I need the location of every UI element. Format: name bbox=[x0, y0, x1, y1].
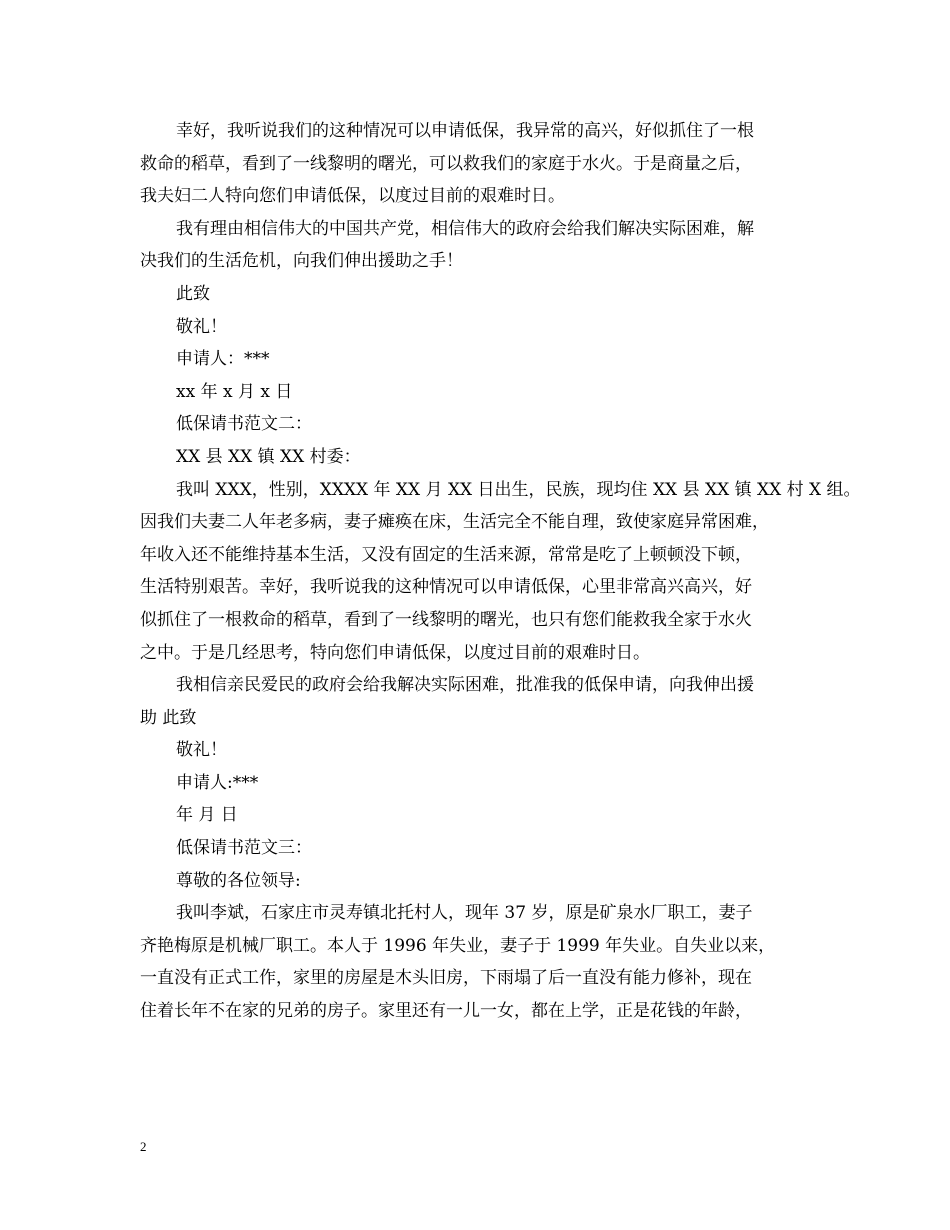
text-line: 住着长年不在家的兄弟的房子。家里还有一儿一女，都在上学，正是花钱的年龄， bbox=[140, 1001, 752, 1022]
text-line: 生活特别艰苦。幸好，我听说我的这种情况可以申请低保，心里非常高兴高兴，好 bbox=[140, 577, 752, 598]
text-line: 我夫妇二人特向您们申请低保，以度过目前的艰难时日。 bbox=[140, 186, 565, 207]
text-line: XX 县 XX 镇 XX 村委： bbox=[176, 446, 361, 467]
text-line: 敬礼！ bbox=[176, 740, 227, 761]
text-line: 敬礼！ bbox=[176, 316, 227, 337]
page-number: 2 bbox=[140, 1139, 147, 1154]
text-line: 此致 bbox=[176, 283, 210, 304]
text-line: xx 年 x 月 x 日 bbox=[176, 381, 293, 402]
text-line: 申请人：*** bbox=[176, 349, 270, 370]
text-line: 齐艳梅原是机械厂职工。本人于 1996 年失业，妻子于 1999 年失业。自失业以来， bbox=[140, 935, 776, 956]
text-line: 低保请书范文三： bbox=[176, 838, 312, 859]
text-line: 年 月 日 bbox=[176, 805, 238, 826]
text-line: 之中。于是几经思考，特向您们申请低保，以度过目前的艰难时日。 bbox=[140, 642, 650, 663]
text-line: 决我们的生活危机，向我们伸出援助之手！ bbox=[140, 251, 463, 272]
text-line: 我叫 XXX，性别，XXXX 年 XX 月 XX 日出生，民族，现均住 XX 县 XX 镇 XX 村 X 组。 bbox=[176, 479, 861, 500]
text-line: 助 此致 bbox=[140, 707, 197, 728]
text-line: 我叫李斌，石家庄市灵寿镇北托村人，现年 37 岁，原是矿泉水厂职工，妻子 bbox=[176, 903, 753, 924]
text-line: 我有理由相信伟大的中国共产党，相信伟大的政府会给我们解决实际困难，解 bbox=[176, 218, 754, 239]
text-line: 尊敬的各位领导: bbox=[176, 870, 301, 891]
text-line: 低保请书范文二： bbox=[176, 414, 312, 435]
text-line: 救命的稻草，看到了一线黎明的曙光，可以救我们的家庭于水火。于是商量之后， bbox=[140, 153, 752, 174]
text-line: 我相信亲民爱民的政府会给我解决实际困难，批准我的低保申请，向我伸出援 bbox=[176, 675, 754, 696]
text-line: 一直没有正式工作，家里的房屋是木头旧房，下雨塌了后一直没有能力修补，现在 bbox=[140, 968, 752, 989]
text-line: 申请人:*** bbox=[176, 772, 259, 793]
text-line: 因我们夫妻二人年老多病，妻子瘫痪在床，生活完全不能自理，致使家庭异常困难， bbox=[140, 512, 769, 533]
text-line: 似抓住了一根救命的稻草，看到了一线黎明的曙光，也只有您们能救我全家于水火 bbox=[140, 609, 752, 630]
text-line: 幸好，我听说我们的这种情况可以申请低保，我异常的高兴，好似抓住了一根 bbox=[176, 121, 754, 141]
text-line: 年收入还不能维持基本生活，又没有固定的生活来源，常常是吃了上顿顿没下顿， bbox=[140, 544, 752, 565]
document-body bbox=[140, 115, 861, 1028]
